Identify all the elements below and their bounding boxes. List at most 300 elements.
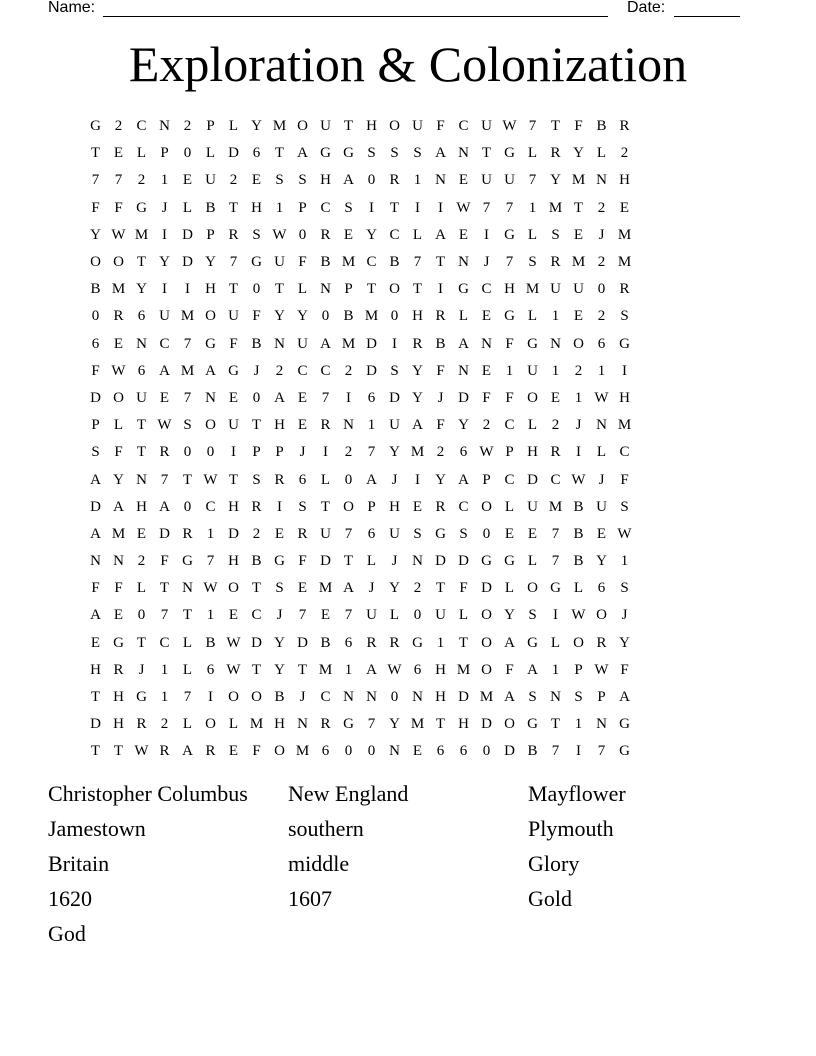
grid-cell[interactable]: I [438, 199, 443, 216]
grid-cell[interactable]: A [366, 471, 377, 488]
grid-cell[interactable]: G [343, 716, 354, 733]
grid-cell[interactable]: W [479, 444, 494, 461]
grid-cell[interactable]: P [91, 417, 100, 434]
grid-cell[interactable]: Y [90, 226, 101, 243]
grid-cell[interactable]: H [274, 417, 285, 434]
grid-cell[interactable]: U [228, 308, 239, 325]
grid-cell[interactable]: U [527, 498, 538, 515]
grid-cell[interactable]: D [228, 525, 239, 542]
grid-cell[interactable]: W [203, 580, 218, 597]
grid-cell[interactable]: G [619, 335, 630, 352]
grid-cell[interactable]: R [205, 743, 216, 760]
grid-cell[interactable]: P [482, 471, 491, 488]
grid-cell[interactable]: I [277, 498, 282, 515]
grid-cell[interactable]: E [113, 335, 124, 352]
grid-cell[interactable]: A [297, 145, 308, 162]
grid-cell[interactable]: T [251, 661, 262, 678]
grid-cell[interactable]: O [228, 689, 239, 706]
grid-cell[interactable]: R [619, 281, 630, 298]
grid-cell[interactable]: U [159, 308, 170, 325]
grid-cell[interactable]: 7 [183, 689, 192, 706]
grid-cell[interactable]: G [504, 145, 515, 162]
grid-cell[interactable]: L [527, 226, 538, 243]
grid-cell[interactable]: M [410, 716, 425, 733]
grid-cell[interactable]: 6 [321, 743, 330, 760]
grid-cell[interactable]: T [159, 580, 170, 597]
grid-cell[interactable]: A [504, 689, 515, 706]
grid-cell[interactable]: 2 [574, 362, 583, 379]
grid-cell[interactable]: O [389, 118, 400, 135]
grid-cell[interactable]: T [435, 580, 446, 597]
grid-cell[interactable]: Y [159, 254, 170, 271]
grid-cell[interactable]: E [320, 607, 331, 624]
grid-cell[interactable]: U [435, 607, 446, 624]
grid-cell[interactable]: S [275, 580, 284, 597]
grid-cell[interactable]: L [182, 634, 193, 651]
grid-cell[interactable]: N [550, 335, 561, 352]
grid-cell[interactable]: 0 [252, 281, 261, 298]
grid-cell[interactable]: S [551, 226, 560, 243]
grid-cell[interactable]: H [228, 553, 239, 570]
grid-cell[interactable]: T [228, 471, 239, 488]
grid-cell[interactable]: L [458, 308, 469, 325]
grid-cell[interactable]: E [297, 417, 308, 434]
grid-cell[interactable]: 0 [413, 607, 422, 624]
grid-cell[interactable]: F [252, 308, 261, 325]
grid-cell[interactable]: D [481, 580, 492, 597]
grid-cell[interactable]: Y [504, 607, 515, 624]
grid-cell[interactable]: C [320, 362, 331, 379]
grid-cell[interactable]: J [138, 661, 145, 678]
grid-cell[interactable]: 1 [574, 389, 583, 406]
grid-cell[interactable]: Y [435, 471, 446, 488]
grid-cell[interactable]: G [481, 553, 492, 570]
grid-cell[interactable]: 2 [183, 118, 192, 135]
grid-cell[interactable]: N [366, 689, 377, 706]
grid-cell[interactable]: 2 [482, 417, 491, 434]
grid-cell[interactable]: J [391, 553, 398, 570]
grid-cell[interactable]: M [479, 689, 494, 706]
grid-cell[interactable]: 6 [137, 308, 146, 325]
grid-cell[interactable]: L [182, 661, 193, 678]
grid-cell[interactable]: U [297, 335, 308, 352]
grid-cell[interactable]: B [90, 281, 101, 298]
grid-cell[interactable]: 0 [252, 389, 261, 406]
grid-cell[interactable]: H [113, 689, 124, 706]
grid-cell[interactable]: U [274, 254, 285, 271]
grid-cell[interactable]: T [573, 199, 584, 216]
grid-cell[interactable]: R [619, 118, 630, 135]
grid-cell[interactable]: 7 [160, 471, 169, 488]
grid-cell[interactable]: W [272, 226, 287, 243]
grid-cell[interactable]: E [228, 607, 239, 624]
grid-cell[interactable]: M [111, 525, 126, 542]
grid-cell[interactable]: 7 [482, 199, 491, 216]
grid-cell[interactable]: O [205, 308, 216, 325]
grid-cell[interactable]: J [299, 689, 306, 706]
grid-cell[interactable]: S [390, 362, 399, 379]
grid-cell[interactable]: 1 [367, 417, 376, 434]
grid-cell[interactable]: 1 [528, 199, 537, 216]
grid-cell[interactable]: A [435, 226, 446, 243]
grid-cell[interactable]: T [136, 634, 147, 651]
grid-cell[interactable]: F [114, 580, 123, 597]
grid-cell[interactable]: U [366, 607, 377, 624]
grid-cell[interactable]: Y [205, 254, 216, 271]
grid-cell[interactable]: M [134, 226, 149, 243]
grid-cell[interactable]: E [251, 172, 262, 189]
grid-cell[interactable]: 1 [344, 661, 353, 678]
grid-cell[interactable]: L [412, 226, 423, 243]
grid-cell[interactable]: 7 [551, 743, 560, 760]
grid-cell[interactable]: S [344, 199, 353, 216]
grid-cell[interactable]: I [369, 199, 374, 216]
grid-cell[interactable]: N [113, 553, 124, 570]
grid-cell[interactable]: G [504, 308, 515, 325]
grid-cell[interactable]: T [435, 254, 446, 271]
grid-cell[interactable]: E [90, 634, 101, 651]
grid-cell[interactable]: P [252, 444, 261, 461]
grid-cell[interactable]: P [505, 444, 514, 461]
grid-cell[interactable]: L [136, 145, 147, 162]
grid-cell[interactable]: W [134, 743, 149, 760]
grid-cell[interactable]: G [527, 335, 538, 352]
grid-cell[interactable]: O [596, 607, 607, 624]
grid-cell[interactable]: W [203, 471, 218, 488]
grid-cell[interactable]: A [458, 471, 469, 488]
grid-cell[interactable]: R [389, 172, 400, 189]
grid-cell[interactable]: B [527, 743, 538, 760]
grid-cell[interactable]: R [389, 634, 400, 651]
grid-cell[interactable]: B [573, 498, 584, 515]
grid-cell[interactable]: B [274, 689, 285, 706]
grid-cell[interactable]: J [161, 199, 168, 216]
grid-cell[interactable]: C [619, 444, 630, 461]
grid-cell[interactable]: E [228, 743, 239, 760]
grid-cell[interactable]: E [481, 362, 492, 379]
grid-cell[interactable]: I [553, 607, 558, 624]
grid-cell[interactable]: G [90, 118, 101, 135]
grid-cell[interactable]: A [527, 661, 538, 678]
grid-cell[interactable]: S [620, 580, 629, 597]
grid-cell[interactable]: A [113, 498, 124, 515]
grid-cell[interactable]: F [114, 199, 123, 216]
grid-cell[interactable]: L [527, 145, 538, 162]
grid-cell[interactable]: Y [136, 281, 147, 298]
grid-cell[interactable]: F [505, 661, 514, 678]
grid-cell[interactable]: A [182, 743, 193, 760]
grid-cell[interactable]: U [527, 362, 538, 379]
grid-cell[interactable]: 2 [597, 199, 606, 216]
grid-cell[interactable]: 1 [436, 634, 445, 651]
grid-cell[interactable]: R [435, 308, 446, 325]
grid-cell[interactable]: G [205, 335, 216, 352]
grid-cell[interactable]: H [251, 199, 262, 216]
grid-cell[interactable]: A [366, 661, 377, 678]
grid-cell[interactable]: S [528, 689, 537, 706]
grid-cell[interactable]: 2 [551, 417, 560, 434]
grid-cell[interactable]: 2 [597, 254, 606, 271]
grid-cell[interactable]: L [458, 607, 469, 624]
grid-cell[interactable]: O [205, 417, 216, 434]
grid-cell[interactable]: F [91, 199, 100, 216]
grid-cell[interactable]: F [620, 471, 629, 488]
grid-cell[interactable]: E [297, 389, 308, 406]
grid-cell[interactable]: E [159, 389, 170, 406]
grid-cell[interactable]: B [205, 199, 216, 216]
grid-cell[interactable]: T [136, 417, 147, 434]
grid-cell[interactable]: U [550, 281, 561, 298]
grid-cell[interactable]: D [90, 716, 101, 733]
grid-cell[interactable]: N [481, 335, 492, 352]
grid-cell[interactable]: 7 [505, 199, 514, 216]
grid-cell[interactable]: N [596, 417, 607, 434]
grid-cell[interactable]: G [251, 254, 262, 271]
grid-cell[interactable]: A [90, 525, 101, 542]
grid-cell[interactable]: G [182, 553, 193, 570]
grid-cell[interactable]: J [391, 471, 398, 488]
grid-cell[interactable]: I [576, 743, 581, 760]
grid-cell[interactable]: T [343, 553, 354, 570]
grid-cell[interactable]: 7 [413, 254, 422, 271]
grid-cell[interactable]: R [550, 145, 561, 162]
name-line[interactable] [103, 16, 608, 17]
grid-cell[interactable]: 6 [367, 525, 376, 542]
grid-cell[interactable]: D [90, 498, 101, 515]
grid-cell[interactable]: C [251, 607, 262, 624]
grid-cell[interactable]: W [111, 362, 126, 379]
grid-cell[interactable]: F [298, 553, 307, 570]
grid-cell[interactable]: L [527, 553, 538, 570]
grid-cell[interactable]: 7 [160, 607, 169, 624]
grid-cell[interactable]: I [346, 389, 351, 406]
grid-cell[interactable]: Y [274, 308, 285, 325]
grid-cell[interactable]: D [458, 553, 469, 570]
grid-cell[interactable]: H [389, 498, 400, 515]
grid-cell[interactable]: W [594, 661, 609, 678]
grid-cell[interactable]: T [228, 281, 239, 298]
grid-cell[interactable]: 2 [137, 172, 146, 189]
grid-cell[interactable]: F [574, 118, 583, 135]
grid-cell[interactable]: M [548, 199, 563, 216]
grid-cell[interactable]: S [528, 607, 537, 624]
grid-cell[interactable]: 7 [206, 553, 215, 570]
grid-cell[interactable]: S [528, 254, 537, 271]
grid-cell[interactable]: E [458, 226, 469, 243]
grid-cell[interactable]: L [504, 498, 515, 515]
grid-cell[interactable]: S [620, 308, 629, 325]
grid-cell[interactable]: L [366, 553, 377, 570]
grid-cell[interactable]: 7 [183, 335, 192, 352]
grid-cell[interactable]: W [226, 634, 241, 651]
grid-cell[interactable]: B [251, 335, 262, 352]
date-line[interactable] [674, 16, 740, 17]
grid-cell[interactable]: 1 [206, 525, 215, 542]
grid-cell[interactable]: P [275, 444, 284, 461]
grid-cell[interactable]: E [412, 743, 423, 760]
grid-cell[interactable]: H [228, 498, 239, 515]
grid-cell[interactable]: I [323, 444, 328, 461]
grid-cell[interactable]: T [435, 716, 446, 733]
grid-cell[interactable]: C [504, 417, 515, 434]
grid-cell[interactable]: T [274, 145, 285, 162]
grid-cell[interactable]: 0 [482, 525, 491, 542]
grid-cell[interactable]: A [435, 145, 446, 162]
grid-cell[interactable]: 7 [367, 444, 376, 461]
grid-cell[interactable]: 6 [252, 145, 261, 162]
grid-cell[interactable]: F [505, 335, 514, 352]
grid-cell[interactable]: H [504, 281, 515, 298]
grid-cell[interactable]: I [231, 444, 236, 461]
grid-cell[interactable]: D [182, 254, 193, 271]
grid-cell[interactable]: T [297, 661, 308, 678]
grid-cell[interactable]: A [205, 362, 216, 379]
grid-cell[interactable]: R [320, 716, 331, 733]
grid-cell[interactable]: T [274, 281, 285, 298]
grid-cell[interactable]: E [619, 199, 630, 216]
grid-cell[interactable]: 2 [344, 362, 353, 379]
grid-cell[interactable]: T [251, 417, 262, 434]
grid-cell[interactable]: D [504, 743, 515, 760]
grid-cell[interactable]: 2 [229, 172, 238, 189]
grid-cell[interactable]: N [274, 335, 285, 352]
grid-cell[interactable]: 1 [160, 661, 169, 678]
grid-cell[interactable]: U [228, 417, 239, 434]
grid-cell[interactable]: B [205, 634, 216, 651]
grid-cell[interactable]: O [527, 580, 538, 597]
grid-cell[interactable]: 0 [298, 226, 307, 243]
grid-cell[interactable]: N [412, 553, 423, 570]
grid-cell[interactable]: A [343, 580, 354, 597]
grid-cell[interactable]: C [458, 118, 469, 135]
grid-cell[interactable]: U [320, 118, 331, 135]
grid-cell[interactable]: J [483, 254, 490, 271]
grid-cell[interactable]: 6 [597, 580, 606, 597]
grid-cell[interactable]: 6 [91, 335, 100, 352]
grid-cell[interactable]: R [550, 444, 561, 461]
grid-cell[interactable]: I [185, 281, 190, 298]
grid-cell[interactable]: 0 [344, 743, 353, 760]
grid-cell[interactable]: H [90, 661, 101, 678]
grid-cell[interactable]: S [298, 498, 307, 515]
grid-cell[interactable]: 2 [344, 444, 353, 461]
grid-cell[interactable]: P [298, 199, 307, 216]
grid-cell[interactable]: L [596, 444, 607, 461]
grid-cell[interactable]: R [435, 498, 446, 515]
grid-cell[interactable]: 7 [505, 254, 514, 271]
grid-cell[interactable]: L [297, 281, 308, 298]
grid-cell[interactable]: T [136, 444, 147, 461]
grid-cell[interactable]: C [159, 634, 170, 651]
grid-cell[interactable]: O [228, 580, 239, 597]
grid-cell[interactable]: 7 [367, 716, 376, 733]
grid-cell[interactable]: Y [412, 362, 423, 379]
grid-cell[interactable]: E [573, 226, 584, 243]
grid-cell[interactable]: 0 [183, 145, 192, 162]
grid-cell[interactable]: T [251, 580, 262, 597]
grid-cell[interactable]: C [366, 254, 377, 271]
grid-cell[interactable]: L [573, 580, 584, 597]
grid-cell[interactable]: G [435, 525, 446, 542]
grid-cell[interactable]: G [274, 553, 285, 570]
grid-cell[interactable]: C [458, 498, 469, 515]
grid-cell[interactable]: 2 [597, 308, 606, 325]
grid-cell[interactable]: B [596, 118, 607, 135]
grid-cell[interactable]: P [206, 226, 215, 243]
grid-cell[interactable]: O [481, 498, 492, 515]
grid-cell[interactable]: M [571, 172, 586, 189]
grid-cell[interactable]: T [458, 634, 469, 651]
grid-cell[interactable]: H [320, 172, 331, 189]
grid-cell[interactable]: B [320, 254, 331, 271]
grid-cell[interactable]: G [550, 580, 561, 597]
grid-cell[interactable]: E [343, 226, 354, 243]
grid-cell[interactable]: R [228, 226, 239, 243]
grid-cell[interactable]: T [481, 145, 492, 162]
grid-cell[interactable]: L [182, 716, 193, 733]
grid-cell[interactable]: M [548, 498, 563, 515]
grid-cell[interactable]: B [343, 308, 354, 325]
grid-cell[interactable]: 7 [528, 118, 537, 135]
grid-cell[interactable]: 7 [229, 254, 238, 271]
grid-cell[interactable]: E [274, 525, 285, 542]
grid-cell[interactable]: D [228, 145, 239, 162]
grid-cell[interactable]: 2 [620, 145, 629, 162]
grid-cell[interactable]: J [598, 471, 605, 488]
grid-cell[interactable]: N [297, 716, 308, 733]
grid-cell[interactable]: J [621, 607, 628, 624]
grid-cell[interactable]: P [367, 498, 376, 515]
grid-cell[interactable]: N [343, 417, 354, 434]
grid-cell[interactable]: 1 [160, 689, 169, 706]
grid-cell[interactable]: 1 [505, 362, 514, 379]
grid-cell[interactable]: O [90, 254, 101, 271]
grid-cell[interactable]: E [504, 525, 515, 542]
grid-cell[interactable]: M [318, 580, 333, 597]
grid-cell[interactable]: I [162, 226, 167, 243]
grid-cell[interactable]: 2 [114, 118, 123, 135]
grid-cell[interactable]: Y [274, 634, 285, 651]
grid-cell[interactable]: W [157, 417, 172, 434]
grid-cell[interactable]: R [113, 308, 124, 325]
grid-cell[interactable]: W [594, 389, 609, 406]
grid-cell[interactable]: 2 [436, 444, 445, 461]
grid-cell[interactable]: S [574, 689, 583, 706]
grid-cell[interactable]: Y [412, 389, 423, 406]
grid-cell[interactable]: 6 [413, 661, 422, 678]
grid-cell[interactable]: O [481, 607, 492, 624]
grid-cell[interactable]: G [343, 145, 354, 162]
grid-cell[interactable]: O [573, 634, 584, 651]
grid-cell[interactable]: D [435, 553, 446, 570]
grid-cell[interactable]: N [389, 743, 400, 760]
grid-cell[interactable]: H [366, 118, 377, 135]
grid-cell[interactable]: O [297, 118, 308, 135]
grid-cell[interactable]: M [410, 444, 425, 461]
grid-cell[interactable]: E [550, 389, 561, 406]
grid-cell[interactable]: 1 [413, 172, 422, 189]
grid-cell[interactable]: T [90, 743, 101, 760]
grid-cell[interactable]: M [456, 661, 471, 678]
grid-cell[interactable]: 7 [528, 172, 537, 189]
grid-cell[interactable]: G [320, 145, 331, 162]
grid-cell[interactable]: G [412, 634, 423, 651]
grid-cell[interactable]: F [114, 444, 123, 461]
grid-cell[interactable]: 0 [183, 444, 192, 461]
grid-cell[interactable]: M [341, 335, 356, 352]
grid-cell[interactable]: 6 [206, 661, 215, 678]
grid-cell[interactable]: E [573, 308, 584, 325]
